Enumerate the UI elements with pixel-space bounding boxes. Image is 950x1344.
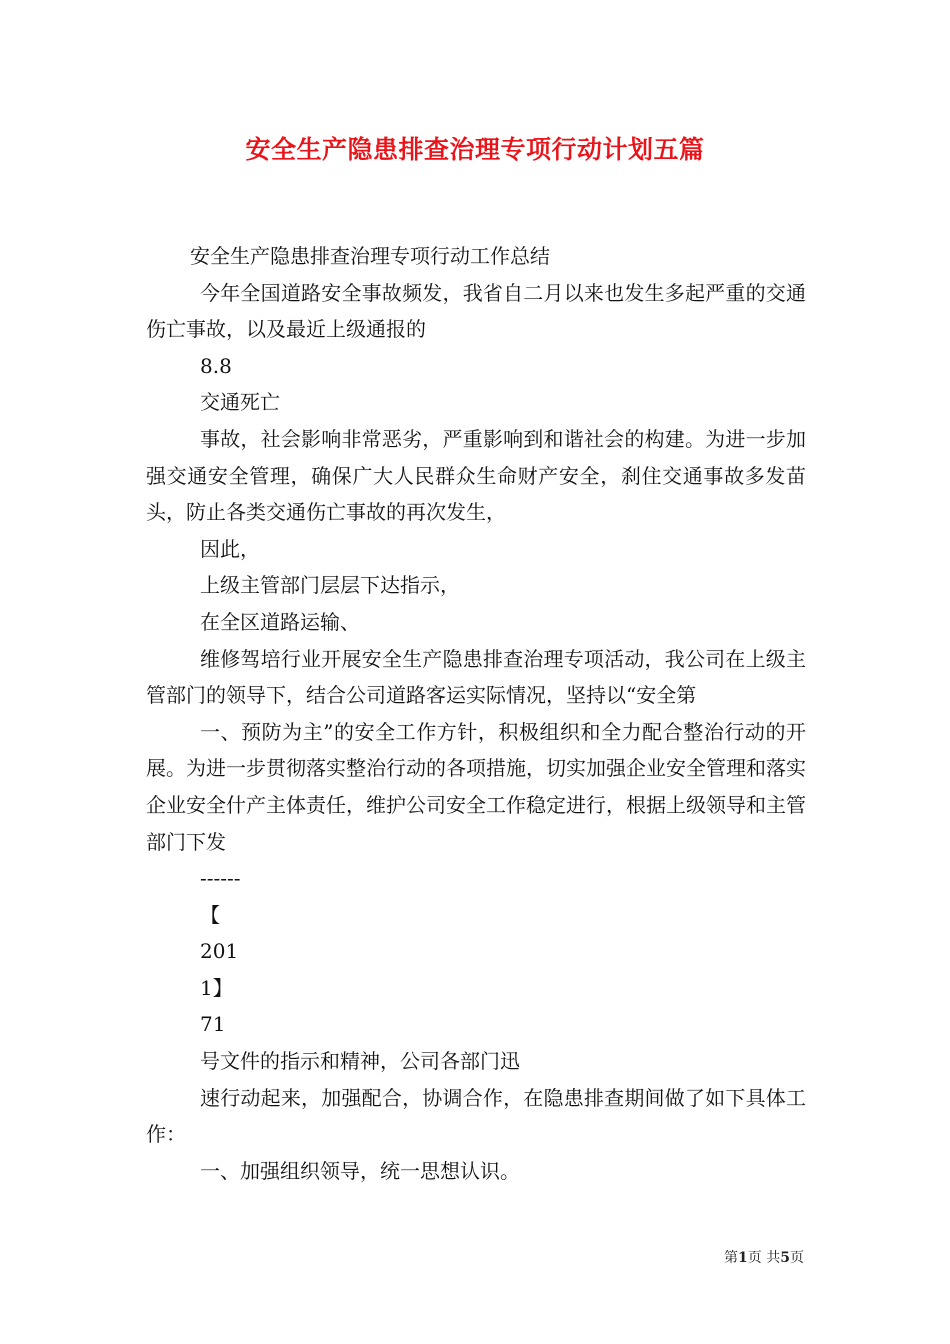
footer-middle: 页 共 xyxy=(747,1250,781,1266)
paragraph: 1】 xyxy=(200,975,233,1000)
paragraph: 上级主管部门层层下达指示， xyxy=(200,573,460,598)
paragraph: ------ xyxy=(200,866,241,891)
footer-page-number: 1 xyxy=(738,1250,748,1266)
paragraph: 71 xyxy=(200,1012,226,1037)
paragraph: 8.8 xyxy=(200,353,232,378)
page-footer xyxy=(724,1248,804,1268)
paragraph: 号文件的指示和精神，公司各部门迅 xyxy=(200,1049,520,1074)
footer-total-pages: 5 xyxy=(780,1250,790,1266)
paragraph: 交通死亡 xyxy=(200,390,280,415)
paragraph: 维修驾培行业开展安全生产隐患排查治理专项活动，我公司在上级主管部门的领导下，结合公司道路客运实际情况，坚持以“安全第 xyxy=(146,646,806,708)
paragraph: 一、加强组织领导，统一思想认识。 xyxy=(200,1158,520,1183)
paragraph: 一、预防为主”的安全工作方针，积极组织和全力配合整治行动的开展。为进一步贯彻落实整治行动的各项措施，切实加强企业安全管理和落实企业安全什产主体责任，维护公司安全工作稳定进行，根据上级领导和主管部门下发 xyxy=(146,719,806,854)
document-title: 安全生产隐患排查治理专项行动计划五篇 xyxy=(245,135,705,164)
paragraph: 【 xyxy=(200,902,220,927)
paragraph: 速行动起来，加强配合，协调合作，在隐患排查期间做了如下具体工作： xyxy=(146,1085,806,1147)
footer-suffix: 页 xyxy=(790,1250,804,1266)
paragraph: 201 xyxy=(200,939,239,964)
paragraph-subtitle: 安全生产隐患排查治理专项行动工作总结 xyxy=(190,244,550,268)
paragraph: 因此， xyxy=(200,536,260,561)
paragraph: 今年全国道路安全事故频发，我省自二月以来也发生多起严重的交通伤亡事故，以及最近上级通报的 xyxy=(146,280,806,342)
paragraph: 事故，社会影响非常恶劣，严重影响到和谐社会的构建。为进一步加强交通安全管理，确保广大人民群众生命财产安全，刹住交通事故多发苗头，防止各类交通伤亡事故的再次发生， xyxy=(146,426,806,525)
paragraph: 在全区道路运输、 xyxy=(200,609,360,634)
document-body xyxy=(146,238,806,1189)
footer-prefix: 第 xyxy=(724,1250,739,1266)
